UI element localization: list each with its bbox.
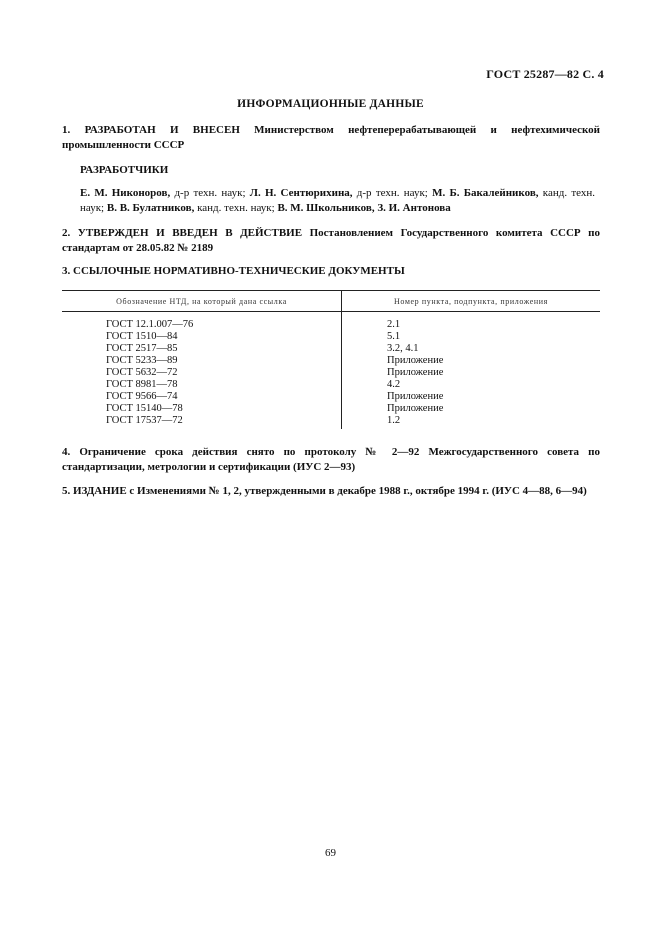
page-title: ИНФОРМАЦИОННЫЕ ДАННЫЕ: [237, 98, 424, 110]
developer-degree: д-р техн. наук;: [170, 187, 250, 199]
cell-clause: Приложение: [387, 391, 444, 402]
table-row: [62, 312, 600, 332]
column-header-clause: Номер пункта, подпункта, приложения: [342, 291, 601, 312]
developers-heading: РАЗРАБОТЧИКИ: [80, 164, 169, 176]
table-row: [62, 331, 600, 343]
cell-designation: ГОСТ 9566—74: [62, 391, 342, 403]
section-2: [62, 226, 600, 256]
developer-name: Е. М. Никоноров,: [80, 187, 171, 199]
column-header-designation: Обозначение НТД, на который дана ссылка: [62, 291, 342, 312]
table-row: [62, 343, 600, 355]
cell-designation: ГОСТ 15140—78: [62, 403, 342, 415]
section-2-text: Постановлением Государственного комитета СССР по стандартам от 28.05.82 № 2189: [62, 227, 601, 254]
section-1-lead: РАЗРАБОТАН И ВНЕСЕН: [84, 124, 240, 136]
cell-clause: Приложение: [387, 403, 444, 414]
developer-degree: канд. техн. наук;: [80, 187, 595, 214]
cell-designation: ГОСТ 17537—72: [62, 415, 342, 429]
developer-name: В. В. Булатников,: [106, 202, 195, 214]
page-number: 69: [325, 847, 336, 859]
table-row: [62, 367, 600, 379]
section-2-number: 2.: [62, 227, 71, 239]
developer-degree: д-р техн. наук;: [352, 187, 433, 199]
table-row: [62, 355, 600, 367]
cell-designation: ГОСТ 12.1.007—76: [62, 312, 342, 332]
cell-clause: 5.1: [387, 331, 401, 342]
references-table: [62, 290, 600, 429]
section-1: [62, 123, 600, 153]
cell-clause: 3.2, 4.1: [387, 343, 419, 354]
section-5: 5. ИЗДАНИЕ с Изменениями № 1, 2, утвержденными в декабре 1988 г., октябре 1994 г. (ИУС 4—88, 6—94): [62, 485, 587, 497]
cell-designation: ГОСТ 5233—89: [62, 355, 342, 367]
table-row: [62, 391, 600, 403]
table-header-row: [62, 291, 600, 312]
developer-name: Л. Н. Сентюрихина,: [249, 187, 353, 199]
table-row: [62, 379, 600, 391]
section-2-lead: УТВЕРЖДЕН И ВВЕДЕН В ДЕЙСТВИЕ: [77, 227, 303, 239]
table-row: [62, 415, 600, 429]
cell-clause: 1.2: [387, 415, 401, 426]
section-3-heading: 3. ССЫЛОЧНЫЕ НОРМАТИВНО-ТЕХНИЧЕСКИЕ ДОКУМЕНТЫ: [62, 265, 405, 277]
developer-name: М. Б. Бакалейников,: [432, 187, 539, 199]
cell-designation: ГОСТ 8981—78: [62, 379, 342, 391]
developer-name: В. М. Школьников, З. И. Антонова: [277, 202, 451, 214]
cell-clause: 4.2: [387, 379, 401, 390]
cell-clause: Приложение: [387, 367, 444, 378]
document-reference: ГОСТ 25287—82 С. 4: [486, 67, 604, 81]
section-1-text: Министерством нефтеперерабатывающей и нефтехимической промышленности СССР: [62, 124, 601, 151]
cell-designation: ГОСТ 5632—72: [62, 367, 342, 379]
section-4: 4. Ограничение срока действия снято по протоколу № 2—92 Межгосударственного совета по стандартизации, метрологии и сертификации (ИУС 2—93): [62, 446, 600, 473]
cell-designation: ГОСТ 2517—85: [62, 343, 342, 355]
developer-degree: канд. техн. наук;: [194, 202, 278, 214]
cell-designation: ГОСТ 1510—84: [62, 331, 342, 343]
section-1-number: 1.: [62, 124, 71, 136]
developers-list: [80, 186, 595, 216]
cell-clause: Приложение: [387, 355, 444, 366]
cell-clause: 2.1: [387, 319, 401, 330]
table-row: [62, 403, 600, 415]
